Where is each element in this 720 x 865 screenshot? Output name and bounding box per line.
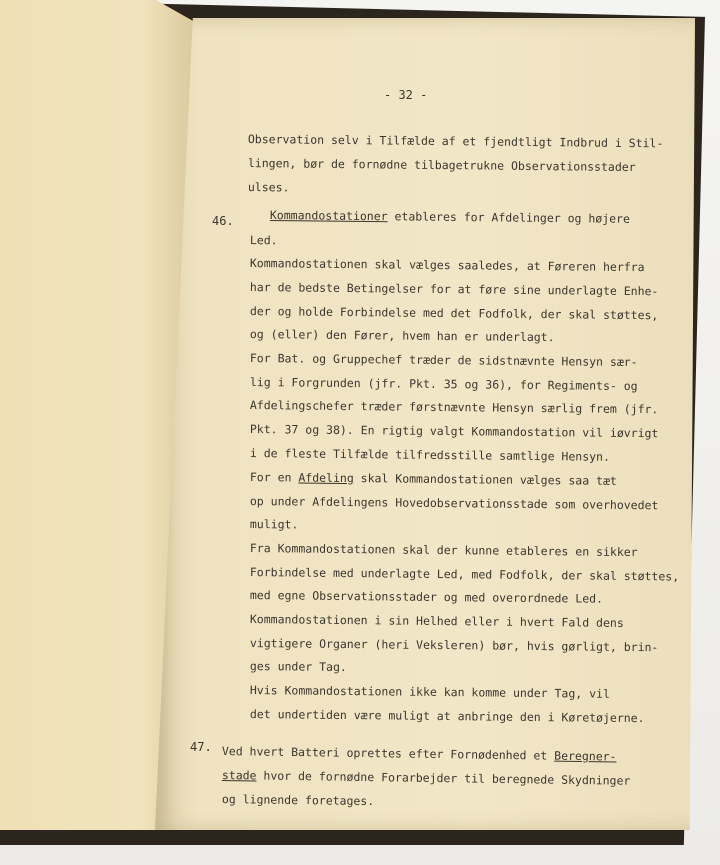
intro-line: lingen, bør de fornødne tilbagetrukne Observationsstader <box>247 156 636 175</box>
section-number: 47. <box>190 740 212 754</box>
afdeling-post: skal Kommandostationen vælges saa tæt <box>353 471 617 488</box>
body-line: i de fleste Tilfælde tilfredsstille samtlige Hensyn. <box>249 446 611 464</box>
body-line: muligt. <box>249 517 299 532</box>
intro-line: ulses. <box>247 180 290 195</box>
body-line: Kommandostationen i sin Helhed eller i hvert Fald dens <box>249 612 624 630</box>
body-line: lig i Forgrunden (jfr. Pkt. 35 og 36), for Regiments- og <box>249 375 638 394</box>
body-line: Led. <box>249 233 278 248</box>
body-line: har de bedste Betingelser for at føre sine underlagte Enhe- <box>249 280 659 299</box>
body-line: Pkt. 37 og 38). En rigtig valgt Kommandostation vil iøvrigt <box>249 422 659 441</box>
body-line: der og holde Forbindelse med det Fodfolk, der skal støttes, <box>249 304 659 323</box>
line1-pre: Ved hvert Batteri oprettes efter Fornødenhed et <box>221 744 555 763</box>
body-line: For Bat. og Gruppechef træder de sidstnævnte Hensyn sær- <box>249 351 638 370</box>
heading-rest: etableres for Afdelinger og højere <box>387 209 631 226</box>
page-number: - 32 - <box>384 88 428 102</box>
body-line: Forbindelse med underlagte Led, med Fodfolk, der skal støttes, <box>249 565 680 584</box>
body-line: med egne Observationsstader og med overordnede Led. <box>249 588 604 606</box>
heading-underlined: Kommandostationer <box>269 208 388 224</box>
body-line: Kommandostationen skal vælges saaledes, at Føreren herfra <box>249 256 645 275</box>
body-line: ges under Tag. <box>249 659 347 675</box>
intro-line: Observation selv i Tilfælde af et fjendtligt Indbrud i Stil- <box>247 132 664 151</box>
body-line: Hvis Kommandostationen ikke kan komme under Tag, vil <box>249 683 611 701</box>
line2-underlined: stade <box>221 768 257 783</box>
body-line: op under Afdelingens Hovedobservationsstade som overhovedet <box>249 494 659 513</box>
body-line: og (eller) den Fører, hvem han er underlagt. <box>249 327 555 345</box>
body-line: og lignende foretages. <box>221 792 375 809</box>
body-line: det undertiden være muligt at anbringe den i Køretøjerne. <box>249 707 645 726</box>
afdeling-underlined: Afdeling <box>298 470 354 486</box>
afdeling-pre: For en <box>249 470 299 485</box>
line1-underlined: Beregner- <box>554 748 617 764</box>
body-line: Afdelingschefer træder førstnævnte Hensyn særlig frem (jfr. <box>249 398 659 417</box>
body-line: Fra Kommandostationen skal der kunne etableres en sikker <box>249 541 638 560</box>
section-number: 46. <box>212 214 234 228</box>
line2-post: hvor de fornødne Forarbejder til beregnede Skydninger <box>256 768 631 788</box>
body-line: vigtigere Organer (heri Veksleren) bør, hvis gørligt, brin- <box>249 636 659 655</box>
